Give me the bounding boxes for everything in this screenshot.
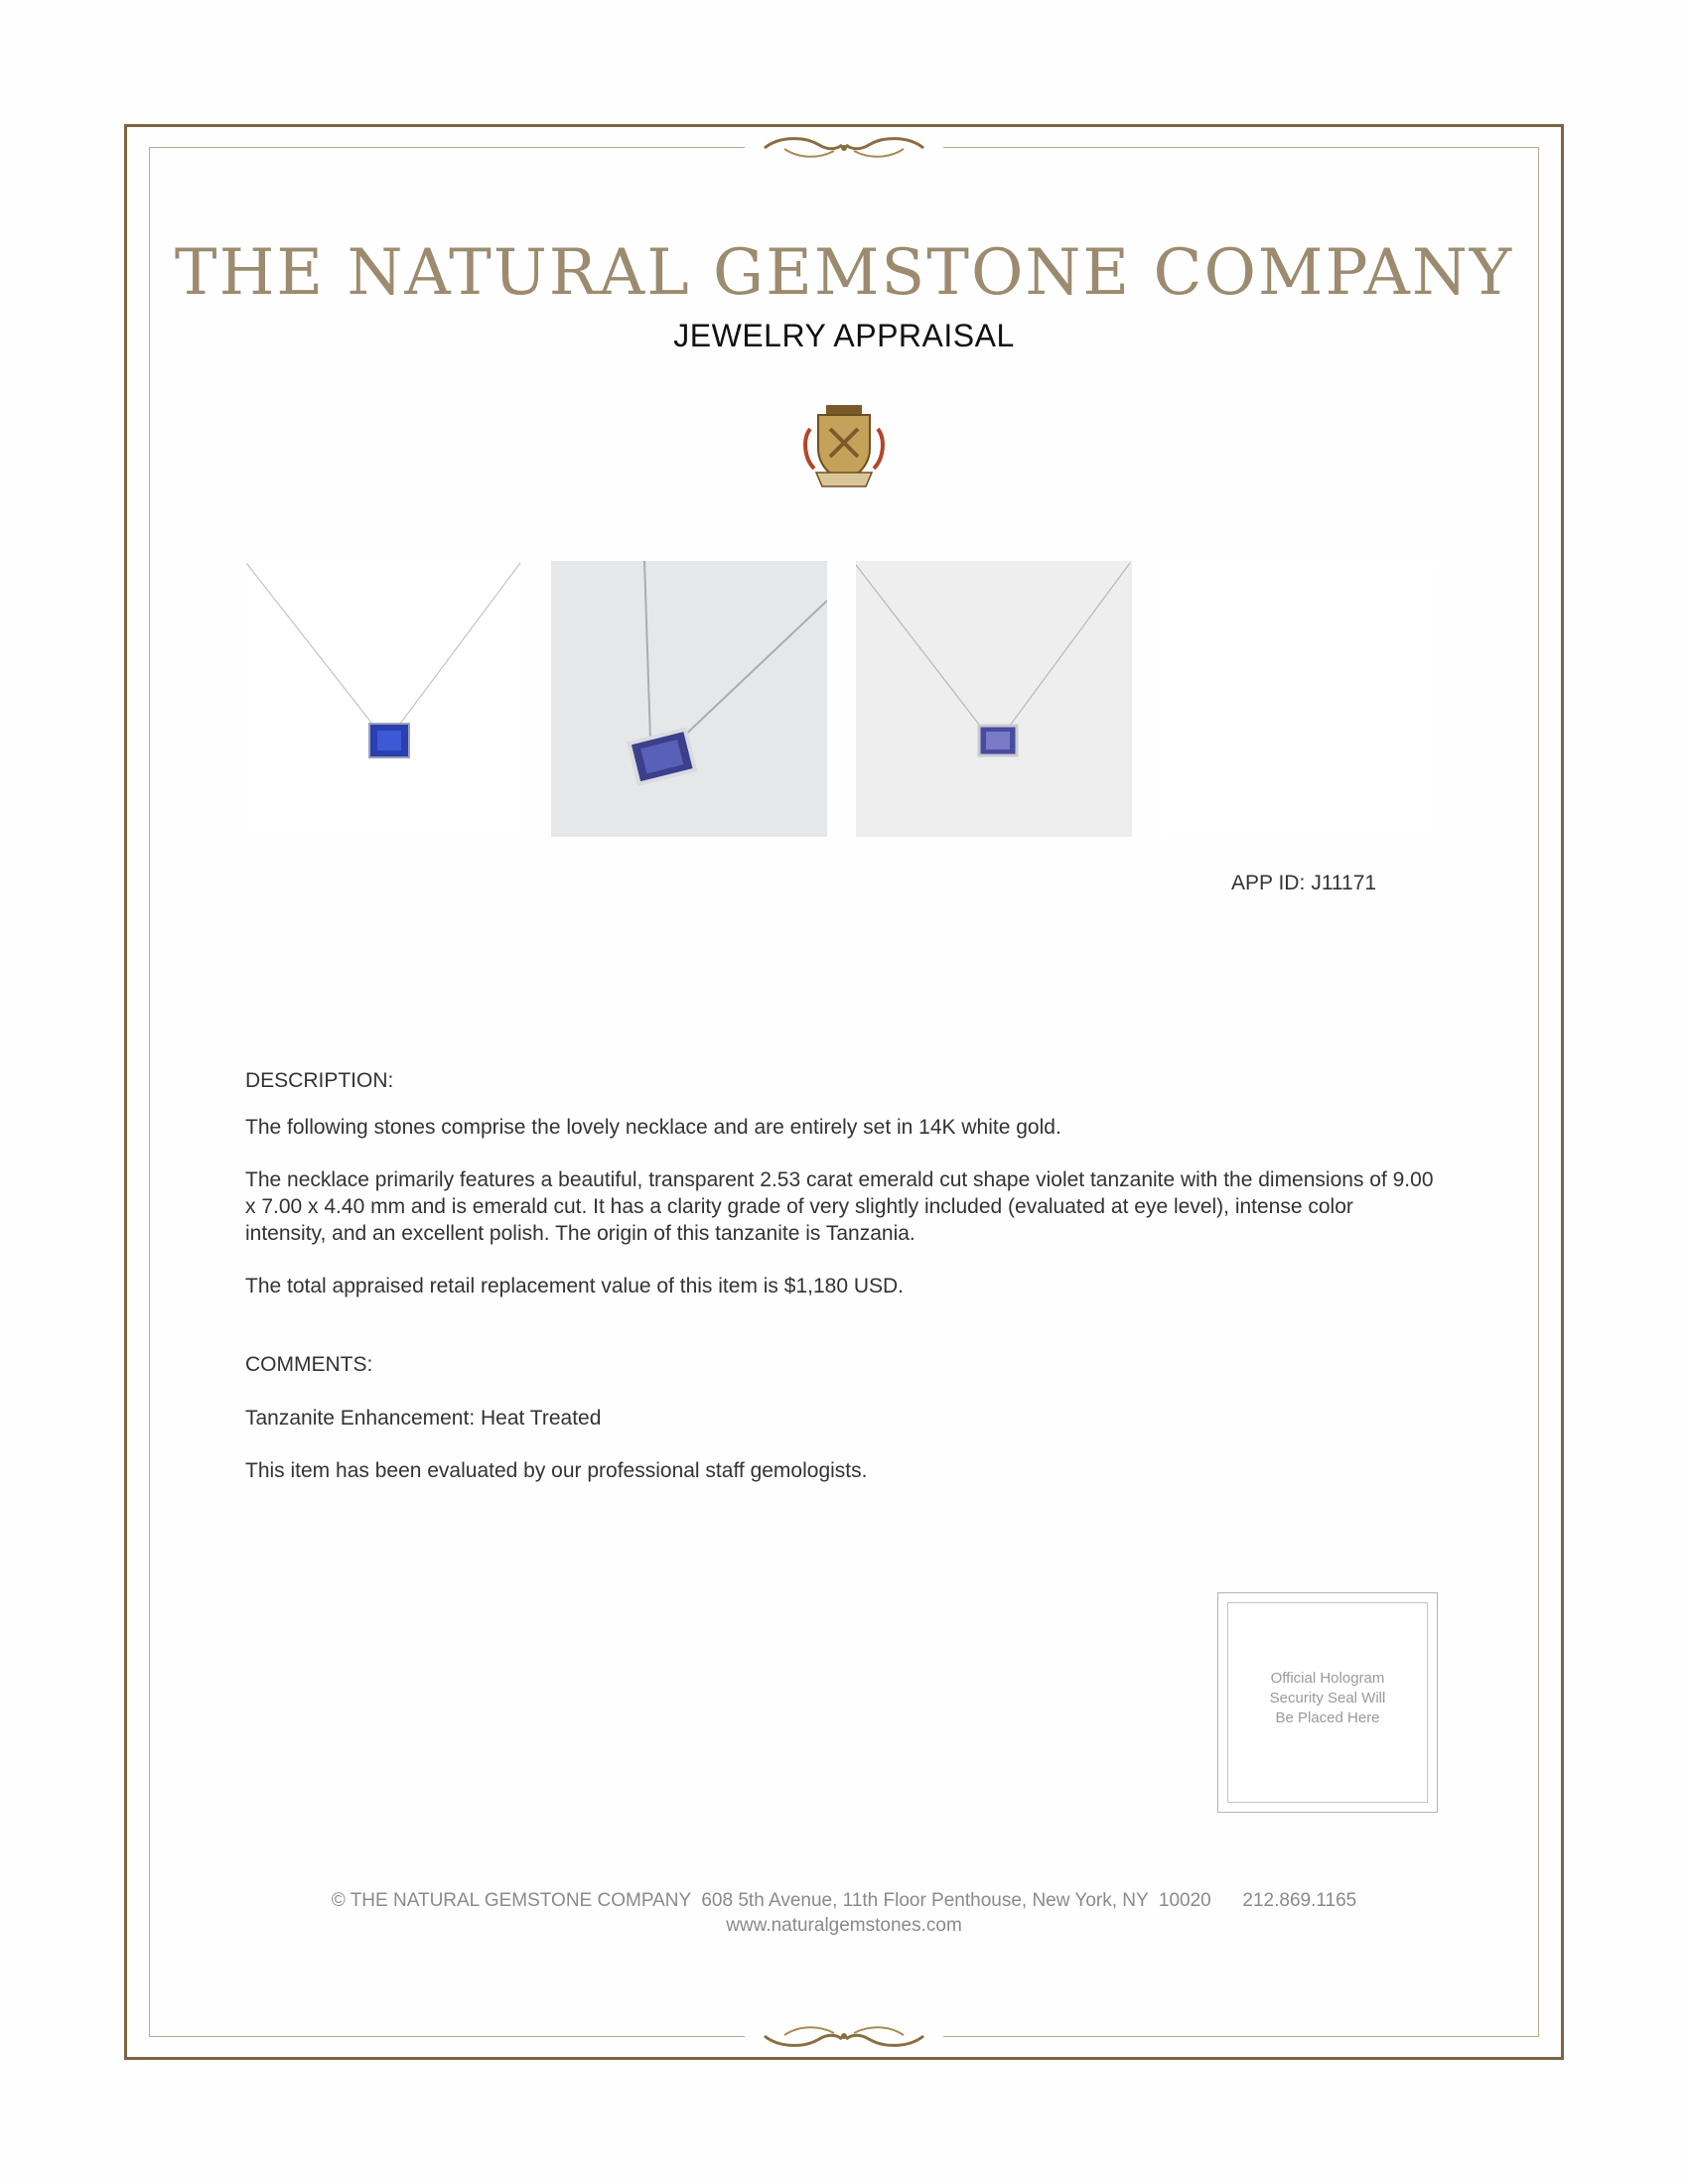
product-photo-3 [856, 561, 1132, 837]
inner-border-top-right [943, 147, 1539, 148]
seal-line-3: Be Placed Here [1275, 1709, 1380, 1726]
app-id-value: J11171 [1311, 872, 1377, 894]
hologram-seal-text [1218, 1669, 1437, 1728]
hologram-seal-placeholder [1217, 1592, 1438, 1813]
comments-label: COMMENTS: [245, 1353, 373, 1376]
inner-border-left [149, 147, 150, 2037]
top-ornament-icon [745, 133, 943, 163]
description-label: DESCRIPTION: [245, 1069, 394, 1092]
company-crest-icon [800, 399, 888, 494]
document-title: JEWELRY APPRAISAL [673, 318, 1015, 353]
product-photo-2 [551, 561, 827, 837]
description-paragraph-3: The total appraised retail replacement value of this item is $1,180 USD. [245, 1275, 905, 1297]
footer-address: © THE NATURAL GEMSTONE COMPANY 608 5th Avenue, 11th Floor Penthouse, New York, NY 10020 212.869.1165 [331, 1890, 1357, 1911]
product-photo-1 [246, 561, 522, 837]
bottom-ornament-icon [745, 2021, 943, 2051]
description-paragraph-2: The necklace primarily features a beautiful, transparent 2.53 carat emerald cut shape violet tanzanite with the dimensions of 9.00 x 7.00 x 4.40 mm and is emerald cut. It has a clarity grade of very slightly included (evaluated at eye level), intense color intensity, and an excellent polish. The origin of this tanzanite is Tanzania. [245, 1168, 1434, 1245]
app-id [1231, 872, 1382, 895]
seal-line-1: Official Hologram [1270, 1670, 1385, 1687]
inner-border-bottom-right [943, 2036, 1539, 2037]
company-title: THE NATURAL GEMSTONE COMPANY [174, 236, 1514, 310]
comment-enhancement: Tanzanite Enhancement: Heat Treated [245, 1407, 602, 1430]
inner-border-top-left [149, 147, 745, 148]
inner-border-right [1538, 147, 1539, 2037]
inner-border-bottom-left [149, 2036, 745, 2037]
product-photo-4-empty [1161, 561, 1437, 837]
description-paragraph-1: The following stones comprise the lovely necklace and are entirely set in 14K white gold. [245, 1116, 1061, 1139]
app-id-label: APP ID: [1231, 872, 1306, 894]
footer-website: www.naturalgemstones.com [726, 1915, 962, 1936]
seal-line-2: Security Seal Will [1269, 1690, 1386, 1706]
comment-evaluation: This item has been evaluated by our professional staff gemologists. [245, 1459, 868, 1482]
